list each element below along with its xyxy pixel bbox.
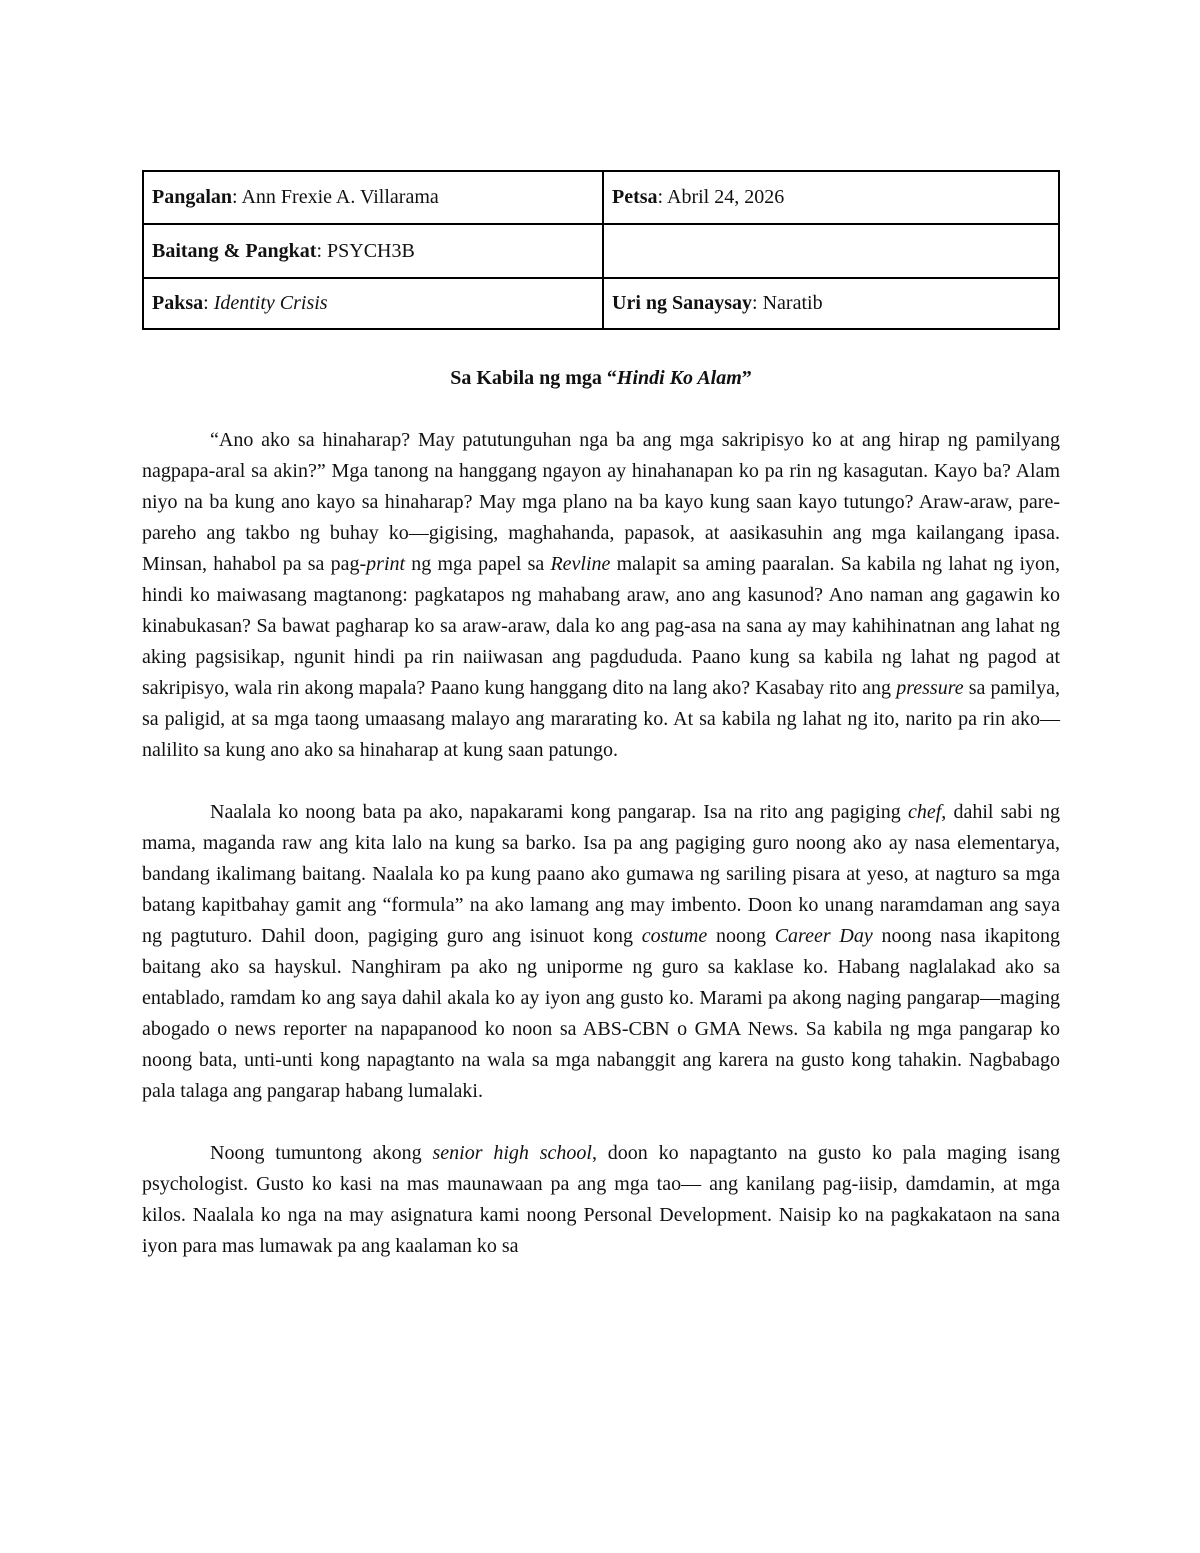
title-italic: Hindi Ko Alam <box>616 367 742 389</box>
p1-text-4: sa pamilya, sa paligid, at sa mga taong umaasang malayo ang mararating ko. At sa kabila ng lahat ng ito, narito pa rin ako—nalilito sa kung ano ako sa hinaharap at kung saan patungo. <box>142 677 1060 761</box>
p2-italic-2: costume <box>641 925 708 947</box>
p2-text-4: noong nasa ikapitong baitang ako sa hayskul. Nanghiram pa ako ng uniporme ng guro sa kaklase ko. Habang naglalakad ako sa entablado, ramdam ko ang saya dahil akala ko ay iyon ang gusto ko. Marami pa akong naging pangarap—maging abogado o news reporter na napapanood ko noon sa ABS-CBN o GMA News. Sa kabila ng mga pangarap ko noong bata, unti-unti kong napagtanto na wala sa mga nabanggit ang karera na gusto kong tahakin. Nagbabago pala talaga ang pangarap habang lumalaki. <box>142 925 1060 1102</box>
name-label: Pangalan <box>152 186 233 208</box>
date-cell: Petsa: Abril 24, 2026 <box>603 171 1059 224</box>
p3-italic-1: senior high school <box>432 1142 592 1164</box>
date-label: Petsa <box>612 186 658 208</box>
grade-cell: Baitang & Pangkat: PSYCH3B <box>143 224 603 278</box>
topic-cell: Paksa: Identity Crisis <box>143 278 603 329</box>
essay-body <box>142 425 1060 1262</box>
info-row-1 <box>143 171 1059 224</box>
date-value: Abril 24, 2026 <box>667 186 785 208</box>
topic-label: Paksa <box>152 292 204 314</box>
title-prefix: Sa Kabila ng mga “ <box>450 367 617 389</box>
name-cell: Pangalan: Ann Frexie A. Villarama <box>143 171 603 224</box>
p2-text-1: Naalala ko noong bata pa ako, napakarami kong pangarap. Isa na rito ang pagiging <box>210 801 908 823</box>
topic-value: Identity Crisis <box>213 292 328 314</box>
title-suffix: ” <box>741 367 752 389</box>
essay-type-cell: Uri ng Sanaysay: Naratib <box>603 278 1059 329</box>
p2-text-2: , dahil sabi ng mama, maganda raw ang kita lalo na kung sa barko. Isa pa ang pagiging guro noong ako ay nasa elementarya, bandang ikalimang baitang. Naalala ko pa kung paano ako gumawa ng sariling pisara at yeso, at nagturo sa mga batang kapitbahay gamit ang “formula” na ako lamang ang may imbento. Doon ko unang naramdaman ang saya ng pagtuturo. Dahil doon, pagiging guro ang isinuot kong <box>142 801 1060 947</box>
p1-text-1: “Ano ako sa hinaharap? May patutunguhan nga ba ang mga sakripisyo ko at ang hirap ng pamilyang nagpapa-aral sa akin?” Mga tanong na hanggang ngayon ay hinahanapan ko pa rin ng kasagutan. Kayo ba? Alam niyo na ba kung ano kayo sa hinaharap? May mga plano na ba kayo kung saan kayo tutungo? Araw-araw, pare-pareho ang takbo ng buhay ko—gigising, maghahanda, papasok, at aasikasuhin ang mga kailangang ipasa. Minsan, hahabol pa sa pag- <box>142 429 1060 575</box>
essay-title <box>142 367 1060 390</box>
p2-text-3: noong <box>707 925 775 947</box>
info-row-3 <box>143 278 1059 329</box>
grade-value: PSYCH3B <box>327 239 415 262</box>
p2-italic-3: Career Day <box>774 925 873 947</box>
info-row-2 <box>143 224 1059 278</box>
essay-type-value: Naratib <box>762 292 823 314</box>
p1-italic-2: Revline <box>550 553 611 575</box>
paragraph-2 <box>142 797 1060 1107</box>
p1-text-3: malapit sa aming paaralan. Sa kabila ng lahat ng iyon, hindi ko maiwasang magtanong: pagkatapos ng mahabang araw, ano ang kasunod? Ano naman ang gagawin ko kinabukasan? Sa bawat pagharap ko sa araw-araw, dala ko ang pag-asa na sana ay may kahihinatnan ang lahat ng aking pagsisikap, ngunit hindi pa rin naiiwasan ang pagdududa. Paano kung sa kabila ng lahat ng pagod at sakripisyo, wala rin akong mapala? Paano kung hanggang dito na lang ako? Kasabay rito ang <box>142 553 1061 699</box>
p3-text-2: , doon ko napagtanto na gusto ko pala maging isang psychologist. Gusto ko kasi na mas maunawaan pa ang mga tao— ang kanilang pag-iisip, damdamin, at mga kilos. Naalala ko nga na may asignatura kami noong Personal Development. Naisip ko na pagkakataon na sana iyon para mas lumawak pa ang kaalaman ko sa <box>142 1142 1060 1257</box>
paragraph-1 <box>142 425 1060 766</box>
p2-italic-1: chef <box>907 801 942 823</box>
p1-italic-3: pressure <box>896 677 964 699</box>
grade-label: Baitang & Pangkat <box>152 239 317 262</box>
name-value: Ann Frexie A. Villarama <box>241 186 439 208</box>
p1-text-2: ng mga papel sa <box>405 553 551 575</box>
p1-italic-1: print <box>366 553 406 575</box>
paragraph-3 <box>142 1138 1060 1262</box>
info-table <box>142 170 1060 330</box>
essay-type-label: Uri ng Sanaysay <box>612 292 753 314</box>
p3-text-1: Noong tumuntong akong <box>210 1142 433 1164</box>
empty-cell <box>603 224 1059 278</box>
